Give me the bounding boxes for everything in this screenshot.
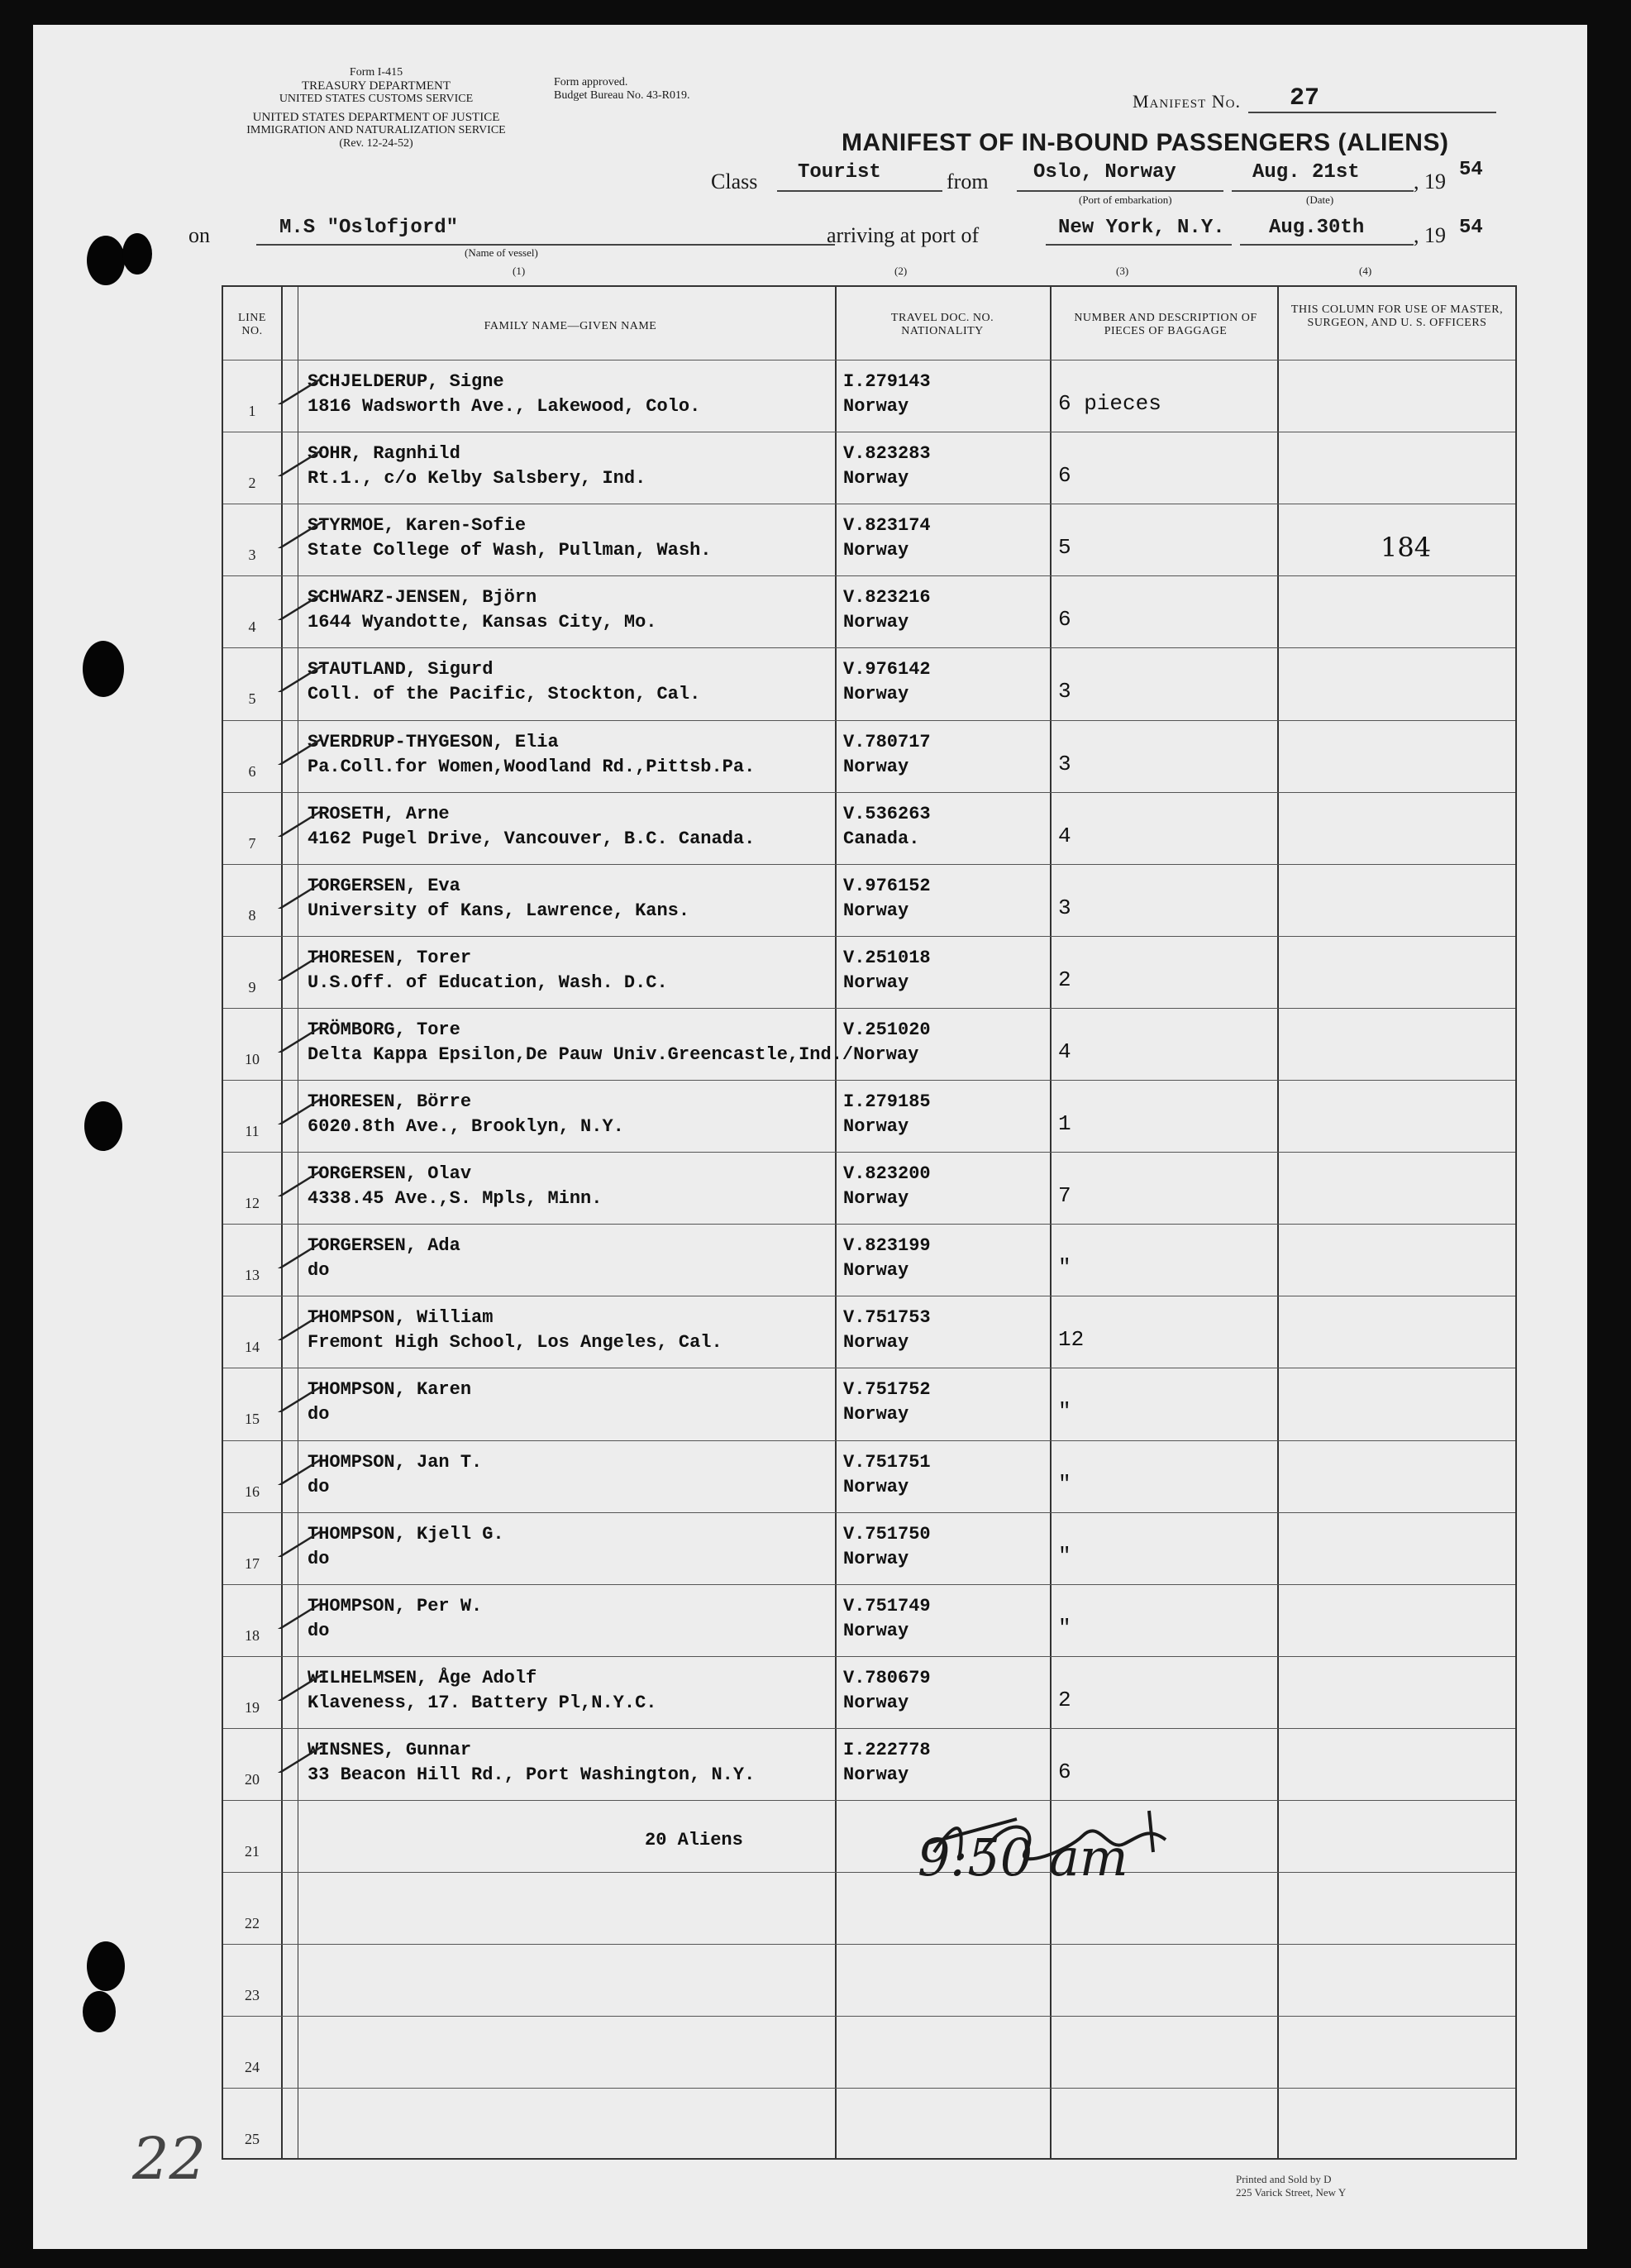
budget-line: Budget Bureau No. 43-R019. bbox=[554, 89, 690, 102]
nationality: Norway bbox=[843, 1476, 909, 1497]
passenger-name: SCHJELDERUP, Signe bbox=[308, 371, 504, 392]
line-number: 22 bbox=[245, 1915, 260, 1932]
travel-doc-number: V.823283 bbox=[843, 443, 931, 465]
baggage-count: 3 bbox=[1058, 751, 1071, 776]
table-row bbox=[223, 1152, 1515, 1224]
baggage-count: " bbox=[1058, 1615, 1071, 1640]
passenger-address: do bbox=[308, 1260, 330, 1282]
baggage-count: 6 bbox=[1058, 463, 1071, 489]
revision: (Rev. 12-24-52) bbox=[339, 137, 413, 150]
manifest-sheet bbox=[33, 25, 1587, 2249]
table-row bbox=[223, 2016, 1515, 2088]
baggage-count: 3 bbox=[1058, 895, 1071, 920]
travel-doc-number: I.279185 bbox=[843, 1091, 931, 1112]
check-mark-icon bbox=[273, 876, 322, 909]
table-row bbox=[223, 1440, 1515, 1512]
check-mark-icon bbox=[273, 1379, 322, 1412]
baggage-count: 1 bbox=[1058, 1111, 1071, 1136]
travel-doc-number: V.976152 bbox=[843, 875, 931, 896]
check-mark-icon bbox=[273, 1091, 322, 1124]
passenger-address: do bbox=[308, 1548, 330, 1569]
passenger-address: 6020.8th Ave., Brooklyn, N.Y. bbox=[308, 1116, 624, 1137]
check-mark-icon bbox=[273, 1019, 322, 1053]
from-value: Oslo, Norway bbox=[1033, 161, 1176, 184]
port-caption: (Port of embarkation) bbox=[1079, 193, 1172, 206]
margin-note: 22 bbox=[132, 2125, 207, 2193]
table-row bbox=[223, 1656, 1515, 1728]
manifest-no-value: 27 bbox=[1290, 84, 1320, 112]
check-mark-icon bbox=[273, 371, 322, 404]
table-row bbox=[223, 360, 1515, 432]
passenger-address: do bbox=[308, 1476, 330, 1497]
departure-date: Aug. 21st bbox=[1252, 161, 1360, 184]
nationality: Norway bbox=[843, 972, 909, 993]
line-number: 16 bbox=[245, 1483, 260, 1500]
line-number: 20 bbox=[245, 1770, 260, 1788]
department-justice: UNITED STATES DEPARTMENT OF JUSTICE bbox=[252, 111, 500, 124]
handwritten-time: 9:50 am bbox=[918, 1827, 1128, 1888]
table-row bbox=[223, 1512, 1515, 1584]
table-row bbox=[223, 504, 1515, 575]
line-number: 24 bbox=[245, 2059, 260, 2076]
line-number: 2 bbox=[248, 475, 256, 492]
passenger-name: STYRMOE, Karen-Sofie bbox=[308, 515, 527, 537]
form-number: Form I-415 bbox=[349, 66, 403, 79]
line-number: 10 bbox=[245, 1050, 260, 1067]
from-label: from bbox=[947, 170, 989, 193]
travel-doc-number: V.823200 bbox=[843, 1163, 931, 1185]
passenger-address: do bbox=[308, 1404, 330, 1425]
binder-hole bbox=[122, 233, 152, 275]
binder-hole bbox=[87, 236, 125, 285]
line-number: 21 bbox=[245, 1843, 260, 1860]
passenger-name: SVERDRUP-THYGESON, Elia bbox=[308, 731, 559, 752]
passenger-address: 1644 Wyandotte, Kansas City, Mo. bbox=[308, 612, 657, 633]
col-number-3: (3) bbox=[1116, 265, 1129, 277]
date-caption: (Date) bbox=[1306, 193, 1334, 206]
passenger-name: SCHWARZ-JENSEN, Björn bbox=[308, 587, 537, 609]
baggage-count: 12 bbox=[1058, 1327, 1085, 1353]
passenger-name: THORESEN, Torer bbox=[308, 947, 472, 968]
arrival-date: Aug.30th bbox=[1269, 217, 1365, 239]
on-label: on bbox=[188, 223, 210, 247]
passenger-address: Coll. of the Pacific, Stockton, Cal. bbox=[308, 684, 701, 705]
year-suffix: 54 bbox=[1459, 159, 1483, 181]
passenger-address: 33 Beacon Hill Rd., Port Washington, N.Y. bbox=[308, 1764, 756, 1785]
arriving-label: arriving at port of bbox=[827, 223, 980, 247]
travel-doc-number: V.780717 bbox=[843, 731, 931, 752]
vessel-caption: (Name of vessel) bbox=[465, 246, 538, 259]
nationality: Norway bbox=[843, 612, 909, 633]
col-header-line: LINE NO. bbox=[238, 312, 266, 337]
passenger-name: THORESEN, Börre bbox=[308, 1091, 472, 1112]
table-row bbox=[223, 432, 1515, 504]
travel-doc-number: V.536263 bbox=[843, 803, 931, 824]
check-mark-icon bbox=[273, 659, 322, 692]
table-row bbox=[223, 1296, 1515, 1368]
table-row bbox=[223, 792, 1515, 864]
line-number: 17 bbox=[245, 1554, 260, 1572]
approval-line: Form approved. bbox=[554, 76, 628, 88]
travel-doc-number: I.222778 bbox=[843, 1739, 931, 1760]
binder-hole bbox=[83, 641, 124, 697]
check-mark-icon bbox=[273, 1163, 322, 1196]
travel-doc-number: V.751749 bbox=[843, 1595, 931, 1616]
passenger-address: University of Kans, Lawrence, Kans. bbox=[308, 900, 690, 921]
travel-doc-number: V.751752 bbox=[843, 1379, 931, 1401]
col-header-doc: TRAVEL DOC. NO. NATIONALITY bbox=[890, 312, 994, 337]
officer-note: 184 bbox=[1381, 532, 1432, 564]
baggage-count: " bbox=[1058, 1543, 1071, 1569]
nationality: Norway bbox=[843, 684, 909, 705]
passenger-name: STAUTLAND, Sigurd bbox=[308, 659, 494, 680]
table-row bbox=[223, 864, 1515, 936]
binder-hole bbox=[84, 1101, 122, 1151]
passenger-address: Fremont High School, Los Angeles, Cal. bbox=[308, 1332, 723, 1354]
col-header-name: FAMILY NAME—GIVEN NAME bbox=[484, 320, 657, 332]
table-row bbox=[223, 1008, 1515, 1080]
table-row bbox=[223, 1584, 1515, 1656]
passenger-name: SOHR, Ragnhild bbox=[308, 443, 460, 465]
passenger-name: TORGERSEN, Olav bbox=[308, 1163, 472, 1185]
travel-doc-number: V.823199 bbox=[843, 1235, 931, 1257]
service: UNITED STATES CUSTOMS SERVICE bbox=[279, 93, 474, 105]
passenger-address: Delta Kappa Epsilon,De Pauw Univ.Greencastle,Ind./Norway bbox=[308, 1043, 919, 1065]
baggage-count: " bbox=[1058, 1399, 1071, 1425]
check-mark-icon bbox=[273, 1235, 322, 1268]
travel-doc-number: V.823216 bbox=[843, 587, 931, 609]
nationality: Norway bbox=[843, 540, 909, 561]
passenger-address: 4338.45 Ave.,S. Mpls, Minn. bbox=[308, 1188, 603, 1210]
nationality: Norway bbox=[843, 1548, 909, 1569]
col-number-4: (4) bbox=[1359, 265, 1372, 277]
passenger-table bbox=[222, 285, 1517, 2160]
baggage-count: 6 bbox=[1058, 1759, 1071, 1784]
line-number: 3 bbox=[248, 547, 256, 564]
line-number: 13 bbox=[245, 1267, 260, 1284]
travel-doc-number: V.976142 bbox=[843, 659, 931, 680]
table-row bbox=[223, 1944, 1515, 2016]
table-row bbox=[223, 1872, 1515, 1944]
baggage-count: 3 bbox=[1058, 679, 1071, 704]
travel-doc-number: V.251020 bbox=[843, 1019, 931, 1040]
nationality: Norway bbox=[843, 468, 909, 489]
nationality: Norway bbox=[843, 1116, 909, 1137]
passenger-address: Klaveness, 17. Battery Pl,N.Y.C. bbox=[308, 1692, 657, 1713]
table-row bbox=[223, 1224, 1515, 1296]
arrival-year-prefix: , 19 bbox=[1414, 223, 1446, 247]
nationality: Norway bbox=[843, 756, 909, 777]
baggage-count: 2 bbox=[1058, 967, 1071, 992]
passenger-address: Rt.1., c/o Kelby Salsbery, Ind. bbox=[308, 468, 646, 489]
check-mark-icon bbox=[273, 948, 322, 981]
printer-line-1: Printed and Sold by D bbox=[1236, 2173, 1332, 2185]
nationality: Norway bbox=[843, 1404, 909, 1425]
nationality: Canada. bbox=[843, 828, 920, 849]
passenger-name: TRÖMBORG, Tore bbox=[308, 1019, 460, 1040]
passenger-name: THOMPSON, William bbox=[308, 1307, 494, 1329]
check-mark-icon bbox=[273, 1740, 322, 1773]
baggage-count: 2 bbox=[1058, 1687, 1071, 1712]
form-header bbox=[182, 66, 570, 150]
binder-hole bbox=[83, 1991, 116, 2032]
table-row bbox=[223, 2088, 1515, 2160]
baggage-count: " bbox=[1058, 1471, 1071, 1497]
check-mark-icon bbox=[273, 1307, 322, 1340]
department: TREASURY DEPARTMENT bbox=[301, 79, 451, 93]
check-mark-icon bbox=[273, 1452, 322, 1485]
line-number: 6 bbox=[248, 762, 256, 780]
manifest-title: MANIFEST OF IN-BOUND PASSENGERS (ALIENS) bbox=[842, 129, 1449, 156]
binder-hole bbox=[87, 1941, 125, 1991]
passenger-name: THOMPSON, Jan T. bbox=[308, 1451, 483, 1473]
line-number: 12 bbox=[245, 1195, 260, 1212]
baggage-count: 7 bbox=[1058, 1183, 1071, 1209]
passenger-address: 4162 Pugel Drive, Vancouver, B.C. Canada. bbox=[308, 828, 756, 849]
col-header-baggage: NUMBER AND DESCRIPTION OF PIECES OF BAGGAGE bbox=[1074, 312, 1257, 337]
passenger-name: WILHELMSEN, Åge Adolf bbox=[308, 1667, 537, 1688]
baggage-count: " bbox=[1058, 1255, 1071, 1281]
baggage-count: 5 bbox=[1058, 535, 1071, 561]
ins-service: IMMIGRATION AND NATURALIZATION SERVICE bbox=[246, 124, 506, 136]
nationality: Norway bbox=[843, 1764, 909, 1785]
passenger-name: TROSETH, Arne bbox=[308, 803, 450, 824]
baggage-count: 6 pieces bbox=[1058, 391, 1161, 416]
travel-doc-number: V.780679 bbox=[843, 1667, 931, 1688]
line-number: 7 bbox=[248, 834, 256, 852]
table-row bbox=[223, 720, 1515, 792]
travel-doc-number: V.823174 bbox=[843, 515, 931, 537]
printer-credit bbox=[1236, 2173, 1346, 2199]
arrival-year-suffix: 54 bbox=[1459, 217, 1483, 239]
col-number-1: (1) bbox=[513, 265, 526, 277]
table-row bbox=[223, 575, 1515, 647]
class-value: Tourist bbox=[798, 161, 881, 184]
baggage-count: 6 bbox=[1058, 607, 1071, 633]
check-mark-icon bbox=[273, 1524, 322, 1557]
passenger-address: Pa.Coll.for Women,Woodland Rd.,Pittsb.Pa. bbox=[308, 756, 756, 777]
travel-doc-number: I.279143 bbox=[843, 371, 931, 392]
col-header-officers: THIS COLUMN FOR USE OF MASTER, SURGEON, AND U. S. OFFICERS bbox=[1290, 303, 1504, 329]
table-row bbox=[223, 1728, 1515, 1800]
line-number: 14 bbox=[245, 1339, 260, 1356]
nationality: Norway bbox=[843, 396, 909, 417]
passenger-address: U.S.Off. of Education, Wash. D.C. bbox=[308, 972, 668, 993]
line-number: 8 bbox=[248, 906, 256, 924]
total-aliens: 20 Aliens bbox=[645, 1830, 743, 1850]
table-row bbox=[223, 1800, 1515, 1872]
table-row bbox=[223, 1368, 1515, 1440]
passenger-address: do bbox=[308, 1620, 330, 1641]
baggage-count: 4 bbox=[1058, 1039, 1071, 1064]
passenger-name: THOMPSON, Per W. bbox=[308, 1595, 483, 1616]
col-number-2: (2) bbox=[894, 265, 908, 277]
passenger-name: TORGERSEN, Eva bbox=[308, 875, 460, 896]
travel-doc-number: V.751751 bbox=[843, 1451, 931, 1473]
check-mark-icon bbox=[273, 1596, 322, 1629]
check-mark-icon bbox=[273, 732, 322, 765]
printer-line-2: 225 Varick Street, New Y bbox=[1236, 2186, 1347, 2199]
line-number: 1 bbox=[248, 403, 256, 419]
check-mark-icon bbox=[273, 587, 322, 620]
check-mark-icon bbox=[273, 515, 322, 548]
check-mark-icon bbox=[273, 1668, 322, 1701]
travel-doc-number: V.751750 bbox=[843, 1523, 931, 1545]
approval-block bbox=[554, 76, 769, 103]
vessel-name: M.S "Oslofjord" bbox=[279, 217, 459, 239]
line-number: 23 bbox=[245, 1987, 260, 2004]
arrival-port: New York, N.Y. bbox=[1058, 217, 1225, 239]
line-number: 18 bbox=[245, 1626, 260, 1644]
passenger-name: THOMPSON, Kjell G. bbox=[308, 1523, 504, 1545]
line-number: 19 bbox=[245, 1698, 260, 1716]
nationality: Norway bbox=[843, 1188, 909, 1210]
nationality: Norway bbox=[843, 1260, 909, 1282]
line-number: 15 bbox=[245, 1411, 260, 1428]
year-prefix: , 19 bbox=[1414, 170, 1446, 193]
passenger-name: WINSNES, Gunnar bbox=[308, 1739, 472, 1760]
passenger-address: 1816 Wadsworth Ave., Lakewood, Colo. bbox=[308, 396, 701, 417]
table-row bbox=[223, 936, 1515, 1008]
travel-doc-number: V.751753 bbox=[843, 1307, 931, 1329]
passenger-address: State College of Wash, Pullman, Wash. bbox=[308, 540, 712, 561]
line-number: 4 bbox=[248, 618, 256, 636]
passenger-name: THOMPSON, Karen bbox=[308, 1379, 472, 1401]
check-mark-icon bbox=[273, 804, 322, 837]
manifest-no-label: Manifest No. bbox=[1133, 91, 1241, 112]
nationality: Norway bbox=[843, 1332, 909, 1354]
check-mark-icon bbox=[273, 443, 322, 476]
nationality: Norway bbox=[843, 900, 909, 921]
line-number: 5 bbox=[248, 690, 256, 708]
baggage-count: 4 bbox=[1058, 823, 1071, 848]
class-label: Class bbox=[711, 170, 758, 193]
table-row bbox=[223, 1080, 1515, 1152]
travel-doc-number: V.251018 bbox=[843, 947, 931, 968]
nationality: Norway bbox=[843, 1692, 909, 1713]
line-number: 25 bbox=[245, 2131, 260, 2148]
line-number: 9 bbox=[248, 978, 256, 996]
nationality: Norway bbox=[843, 1620, 909, 1641]
line-number: 11 bbox=[245, 1123, 260, 1139]
passenger-name: TORGERSEN, Ada bbox=[308, 1235, 460, 1257]
table-row bbox=[223, 647, 1515, 719]
